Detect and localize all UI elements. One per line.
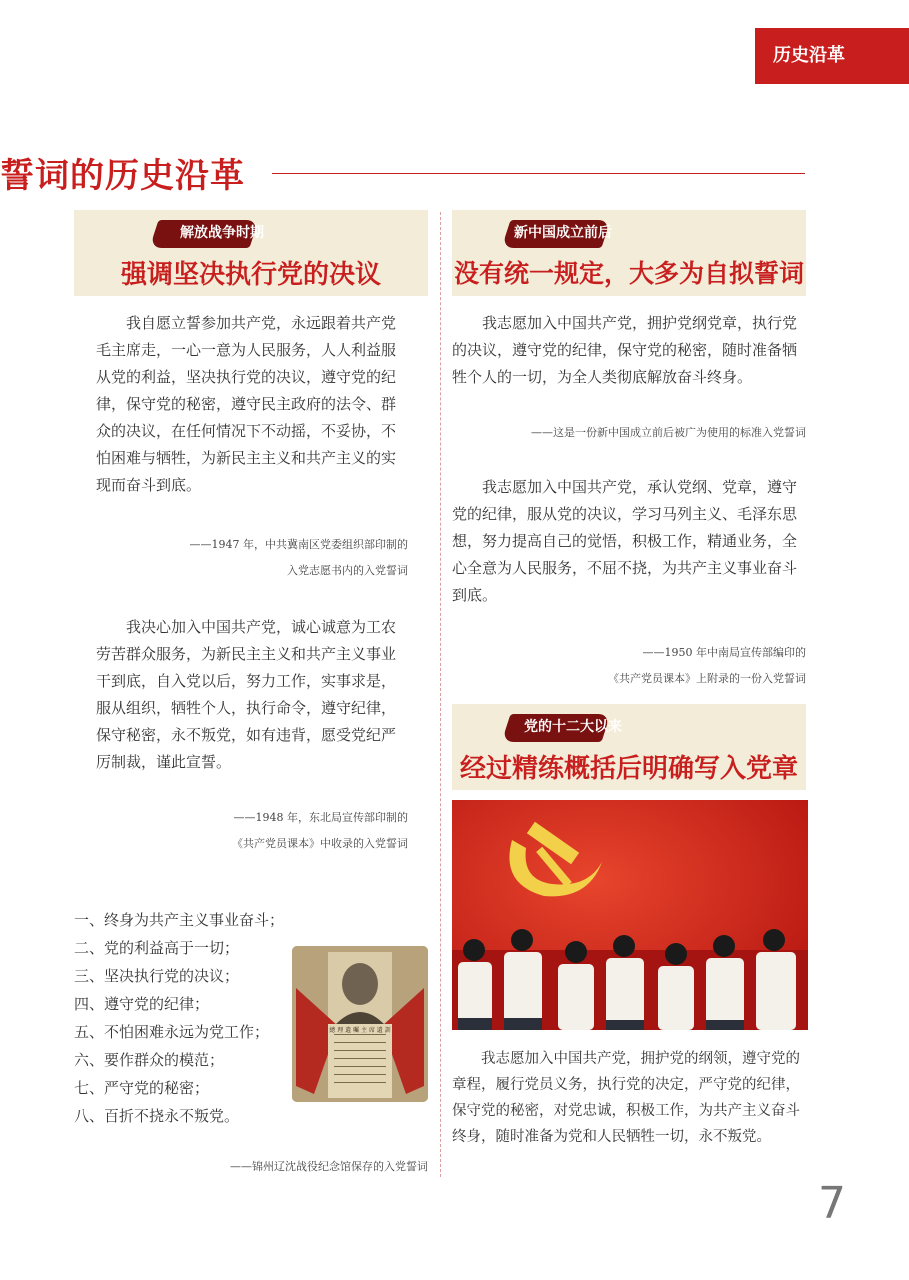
section-era: 党的十二大以来 [524, 719, 622, 735]
title-rule [272, 173, 805, 174]
citation-list [96, 1154, 428, 1180]
ceremony-illustration [452, 800, 808, 1030]
section-header-twelfth-congress [452, 704, 806, 790]
list-item: 六、要作群众的模范； [74, 1051, 225, 1069]
list-item: 三、坚决执行党的决议； [74, 967, 240, 985]
oath-list [74, 906, 284, 1130]
section-era: 解放战争时期 [180, 225, 264, 241]
citation-line: 入党志愿书内的入党誓词 [287, 564, 408, 577]
list-item: 八、百折不挠永不叛党。 [74, 1107, 240, 1125]
citation-line: 《共产党员课本》上附录的一份入党誓词 [608, 672, 806, 685]
oath-text-1950 [452, 474, 806, 609]
citation-line: ——1947 年，中共冀南区党委组织部印制的 [189, 538, 408, 551]
poster-caption: 總 理 遺 囑 主 席 遺 訓 [329, 1027, 391, 1034]
section-era: 新中国成立前后 [514, 225, 612, 241]
citation-standard [452, 420, 806, 446]
section-title: 没有统一规定，大多为自拟誓词 [453, 259, 804, 288]
oath-paragraph: 我决心加入中国共产党，诚心诚意为工农劳苦群众服务，为新民主主义和共产主义事业干到底，自入党以后，努力工作，实事求是，服从组织，牺牲个人，执行命令，遵守纪律，保守秘密，永不叛党，如有违背，愿受党纪严厉制裁，谨此宣誓。 [96, 618, 397, 771]
oath-paragraph: 我志愿加入中国共产党，拥护党的纲领，遵守党的章程，履行党员义务，执行党的决定，严守党的纪律，保守党的秘密，对党忠诚，积极工作，为共产主义奋斗终身，随时准备为党和人民牺牲一切，永不叛党。 [452, 1051, 800, 1145]
list-item: 四、遵守党的纪律； [74, 995, 210, 1013]
page-number: 7 [818, 1178, 846, 1229]
section-title: 强调坚决执行党的决议 [120, 260, 381, 290]
list-item: 二、党的利益高于一切； [74, 939, 240, 957]
citation-1947 [96, 532, 408, 584]
oath-paragraph: 我志愿加入中国共产党，承认党纲、党章，遵守党的纪律，服从党的决议，学习马列主义、毛泽东思想，努力提高自己的觉悟，积极工作，精通业务，全心全意为人民服务，不屈不挠，为共产主义事业奋斗到底。 [452, 478, 798, 604]
oath-paragraph: 我自愿立誓参加共产党，永远跟着共产党毛主席走，一心一意为人民服务，人人利益服从党的利益，坚决执行党的决议，遵守党的纪律，保守党的秘密，遵守民主政府的法令、群众的决议，在任何情况下不动摇，不妥协，不怕困难与牺牲，为新民主主义和共产主义的实现而奋斗到底。 [96, 314, 397, 494]
oath-poster-image [292, 946, 428, 1102]
list-item: 七、严守党的秘密； [74, 1079, 210, 1097]
citation-line: ——这是一份新中国成立前后被广为使用的标准入党誓词 [531, 426, 806, 439]
section-header-new-china [452, 210, 806, 296]
page-title: 誓词的历史沿革 [0, 156, 245, 196]
list-item: 五、不怕困难永远为党工作； [74, 1023, 270, 1041]
section-header-liberation-war [74, 210, 428, 296]
citation-line: ——1950 年中南局宣传部编印的 [642, 646, 806, 659]
section-title: 经过精练概括后明确写入党章 [459, 754, 798, 784]
poster-illustration [292, 946, 428, 1102]
column-divider [440, 212, 441, 1177]
oath-paragraph: 我志愿加入中国共产党，拥护党纲党章，执行党的决议，遵守党的纪律，保守党的秘密，随时准备牺牲个人的一切，为全人类彻底解放奋斗终身。 [452, 314, 798, 386]
list-item: 一、终身为共产主义事业奋斗； [74, 911, 285, 929]
oath-text-current [452, 1046, 806, 1150]
oath-text-standard [452, 310, 806, 391]
oath-ceremony-photo [452, 800, 808, 1030]
section-tag: 历史沿革 [755, 28, 909, 84]
oath-text-1948 [96, 614, 408, 776]
citation-1948 [96, 805, 408, 857]
citation-line: ——锦州辽沈战役纪念馆保存的入党誓词 [230, 1160, 428, 1173]
oath-text-1947 [96, 310, 408, 499]
citation-line: 《共产党员课本》中收录的入党誓词 [232, 837, 408, 850]
citation-1950 [452, 640, 806, 692]
citation-line: ——1948 年，东北局宣传部印制的 [233, 811, 408, 824]
